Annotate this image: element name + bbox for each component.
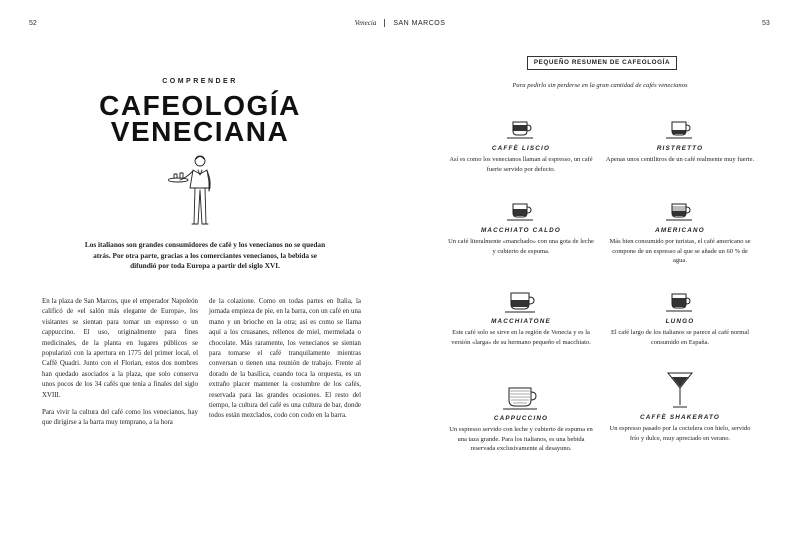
coffee-name: MACCHIATONE bbox=[491, 318, 551, 325]
macchiatone-cup-icon bbox=[503, 290, 539, 314]
page-title bbox=[90, 90, 310, 147]
coffee-description: El café largo de los italianos se parece al café normal consumido en España. bbox=[610, 329, 750, 346]
coffee-name: LUNGO bbox=[665, 318, 695, 325]
body-paragraph: Para vivir la cultura del café como los venecianos, hay que dirigirse a la barra muy temprano, a la hora bbox=[42, 409, 198, 427]
running-section: SAN MARCOS bbox=[393, 20, 446, 27]
coffee-name: CAFFÈ SHAKERATO bbox=[639, 414, 721, 421]
coffee-description: Así es como los venecianos llaman al espresso, un café fuerte servido por defecto. bbox=[449, 156, 593, 173]
coffee-item bbox=[446, 385, 596, 454]
body-column-left bbox=[42, 297, 198, 436]
coffee-item bbox=[605, 290, 755, 347]
lungo-cup-icon bbox=[663, 290, 697, 314]
body-paragraph: de la colazione. Como en todas partes en Italia, la jornada empieza de pie, en la barra, con un café en una mano y un brioche en la otra; así es como se llama aquí a los cruasanes, rellenos de miel, mermelada o chocolate. Más raramente, los venecianos se sientan para tomarse el café tranquilamente mientras conversan o tienen una reunión de trabajo. Frente al dorado de la basílica, cuando toca la orquesta, es un extraño placer mantener la costumbre de los cafés, reservada para las grandes ocasiones. El resto del tiempo, la cultura del café es una cultura de bar, donde todos están mezclados, codo con codo en la barra. bbox=[209, 298, 361, 420]
coffee-name: MACCHIATO CALDO bbox=[480, 227, 562, 234]
cappuccino-cup-icon bbox=[502, 385, 540, 411]
coffee-name: CAPPUCCINO bbox=[493, 415, 549, 422]
coffee-item bbox=[446, 199, 596, 256]
coffee-description: Este café solo se sirve en la región de Venecia y es la versión «larga» de su hermano pequeño el macchiato. bbox=[451, 329, 591, 346]
cocktail-glass-icon bbox=[663, 370, 697, 410]
section-kicker: COMPRENDER bbox=[162, 78, 238, 85]
running-header bbox=[0, 19, 800, 27]
coffee-description: Un espresso servido con leche y cubierto de espuma en una taza grande. Para los italianos, es una bebida reservada exclusivamente al desayuno. bbox=[449, 426, 593, 453]
coffee-name: AMERICANO bbox=[655, 227, 705, 234]
coffee-item bbox=[446, 117, 596, 174]
coffee-description: Un espresso pasado por la coctelera con hielo, servido frío y dulce, muy apreciado en verano. bbox=[609, 425, 751, 442]
page-number-right: 53 bbox=[762, 20, 770, 27]
body-paragraph: En la plaza de San Marcos, que el emperador Napoleón calificó de «el salón más elegante de Europa», los visitantes se sientan para tomar un espresso o un cappuccino. El uso, originalmente para fines medicinales, de la planta en lugares públicos se popularizó con la apertura en 1775 del primer local, el Caffè Quadri. Junto con el Florian, estos dos nombres han quedado asociados a la plaza, que solo conserva unos pocos de los 34 cafés que tenía a finales del siglo XVIII. bbox=[42, 298, 198, 399]
americano-cup-icon bbox=[663, 199, 697, 223]
intro-paragraph: Los italianos son grandes consumidores de café y los venecianos no se quedan atrás. Por otra parte, gracias a los comerciantes venecianos, la bebida se difundió por toda Europa a partir del siglo XVI. bbox=[84, 240, 326, 270]
title-line-2: VENECIANA bbox=[110, 116, 290, 147]
waiter-illustration bbox=[168, 153, 230, 227]
title-line-1: CAFEOLOGÍA bbox=[99, 90, 301, 121]
ristretto-cup-icon bbox=[663, 117, 697, 141]
coffee-item bbox=[605, 370, 755, 443]
coffee-item bbox=[605, 199, 755, 266]
header-divider bbox=[384, 19, 385, 27]
espresso-cup-icon bbox=[504, 117, 538, 141]
coffee-item bbox=[605, 117, 755, 165]
coffee-item bbox=[446, 290, 596, 347]
coffee-name: RISTRETTO bbox=[656, 145, 704, 152]
summary-title: PEQUEÑO RESUMEN DE CAFEOLOGÍA bbox=[527, 56, 677, 70]
body-column-right bbox=[209, 297, 361, 429]
coffee-description: Un café literalmente «manchado» con una gota de leche y cubierto de espuma. bbox=[448, 238, 594, 255]
summary-subtitle: Para pedirlo sin perderse en la gran cantidad de cafés venecianos bbox=[512, 82, 688, 89]
coffee-name: CAFFÈ LISCIO bbox=[491, 145, 551, 152]
running-place: Venecia bbox=[354, 19, 377, 27]
page-number-left: 52 bbox=[29, 20, 37, 27]
coffee-description: Apenas unos centilitros de un café realmente muy fuerte. bbox=[605, 156, 755, 163]
coffee-description: Más bien consumido por turistas, el café americano se compone de un espresso al que se añade un 60 % de agua. bbox=[609, 238, 751, 265]
macchiato-cup-icon bbox=[504, 199, 538, 223]
